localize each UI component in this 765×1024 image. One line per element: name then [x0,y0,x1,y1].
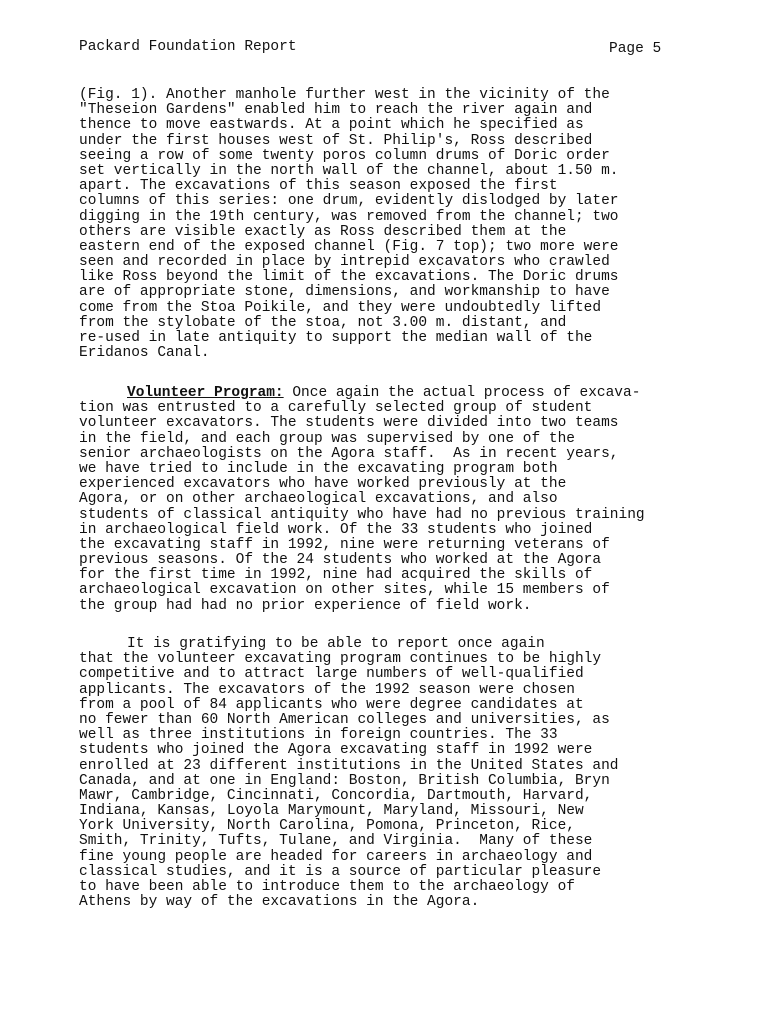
text-line: the group had had no prior experience of field work. [79,597,532,614]
text-line [79,637,619,652]
text-line: from a pool of 84 applicants who were degree candidates at [79,696,584,713]
text-line: we have tried to include in the excavating program both [79,460,558,477]
text-line: previous seasons. Of the 24 students who worked at the Agora [79,552,602,569]
text-line: no fewer than 60 North American colleges and universities, as [79,711,610,728]
text-line: well as three institutions in foreign countries. The 33 [79,727,558,744]
text-line: Smith, Trinity, Tufts, Tulane, and Virginia. Many of these [79,833,593,850]
report-title: Packard Foundation Report [79,39,297,55]
text-line: applicants. The excavators of the 1992 season were chosen [79,681,575,698]
text-line: Agora, or on other archaeological excavations, and also [79,491,558,508]
page-number: Page 5 [609,41,662,57]
text-line: digging in the 19th century, was removed from the channel; two [79,208,619,225]
text-line: archaeological excavation on other sites, while 15 members of [79,582,610,599]
text-line: come from the Stoa Poikile, and they were undoubtedly lifted [79,299,602,316]
section-heading: Volunteer Program: [127,385,284,401]
paragraph-2 [79,386,645,614]
text-line: set vertically in the north wall of the channel, about 1.50 m. [79,162,619,179]
text-line: York University, North Carolina, Pomona, Princeton, Rice, [79,818,575,835]
text-line: in archaeological field work. Of the 33 students who joined [79,521,593,538]
text-line: Mawr, Cambridge, Cincinnati, Concordia, Dartmouth, Harvard, [79,787,593,804]
text-line: Canada, and at one in England: Boston, British Columbia, Bryn [79,772,610,789]
text-line: to have been able to introduce them to the archaeology of [79,879,575,895]
text-fragment: Once again the actual process of excava- [283,385,641,401]
text-line: under the first houses west of St. Philip's, Ross described [79,132,593,149]
text-line: that the volunteer excavating program continues to be highly [79,651,602,668]
text-line: from the stylobate of the stoa, not 3.00 m. distant, and [79,314,567,331]
text-line: columns of this series: one drum, evidently dislodged by later [79,193,619,210]
paragraph-3 [79,637,619,910]
text-line: for the first time in 1992, nine had acquired the skills of [79,567,593,584]
text-line: re-used in late antiquity to support the median wall of the [79,330,593,346]
text-line: eastern end of the exposed channel (Fig. 7 top); two more were [79,238,619,255]
text-line: thence to move eastwards. At a point which he specified as [79,117,584,134]
text-line: (Fig. 1). Another manhole further west in the vicinity of the [79,87,610,103]
text-line: Eridanos Canal. [79,345,210,362]
text-line: senior archaeologists on the Agora staff. As in recent years, [79,445,619,462]
text-line: tion was entrusted to a carefully selected group of student [79,400,593,417]
text-line: classical studies, and it is a source of particular pleasure [79,863,602,880]
text-fragment: It is gratifying to be able to report once again [127,636,545,652]
text-line: seeing a row of some twenty poros column drums of Doric order [79,147,610,164]
text-line: the excavating staff in 1992, nine were returning veterans of [79,536,610,553]
text-line: students who joined the Agora excavating staff in 1992 were [79,742,593,759]
text-line: seen and recorded in place by intrepid excavators who crawled [79,254,610,271]
text-line [79,386,645,401]
text-line: students of classical antiquity who have had no previous training [79,506,645,523]
text-line: "Theseion Gardens" enabled him to reach the river again and [79,102,593,119]
text-line: Athens by way of the excavations in the Agora. [79,894,480,911]
text-line: competitive and to attract large numbers of well-qualified [79,666,584,683]
text-line: like Ross beyond the limit of the excavations. The Doric drums [79,269,619,286]
text-line: apart. The excavations of this season exposed the first [79,178,558,195]
text-line: enrolled at 23 different institutions in the United States and [79,757,619,774]
text-line: Indiana, Kansas, Loyola Marymount, Maryland, Missouri, New [79,803,584,820]
text-line: in the field, and each group was supervised by one of the [79,430,575,447]
paragraph-1 [79,88,619,361]
text-line: experienced excavators who have worked previously at the [79,476,567,493]
text-line: are of appropriate stone, dimensions, and workmanship to have [79,284,610,301]
text-line: volunteer excavators. The students were divided into two teams [79,415,619,432]
text-line: others are visible exactly as Ross described them at the [79,223,567,240]
text-line: fine young people are headed for careers in archaeology and [79,848,593,865]
